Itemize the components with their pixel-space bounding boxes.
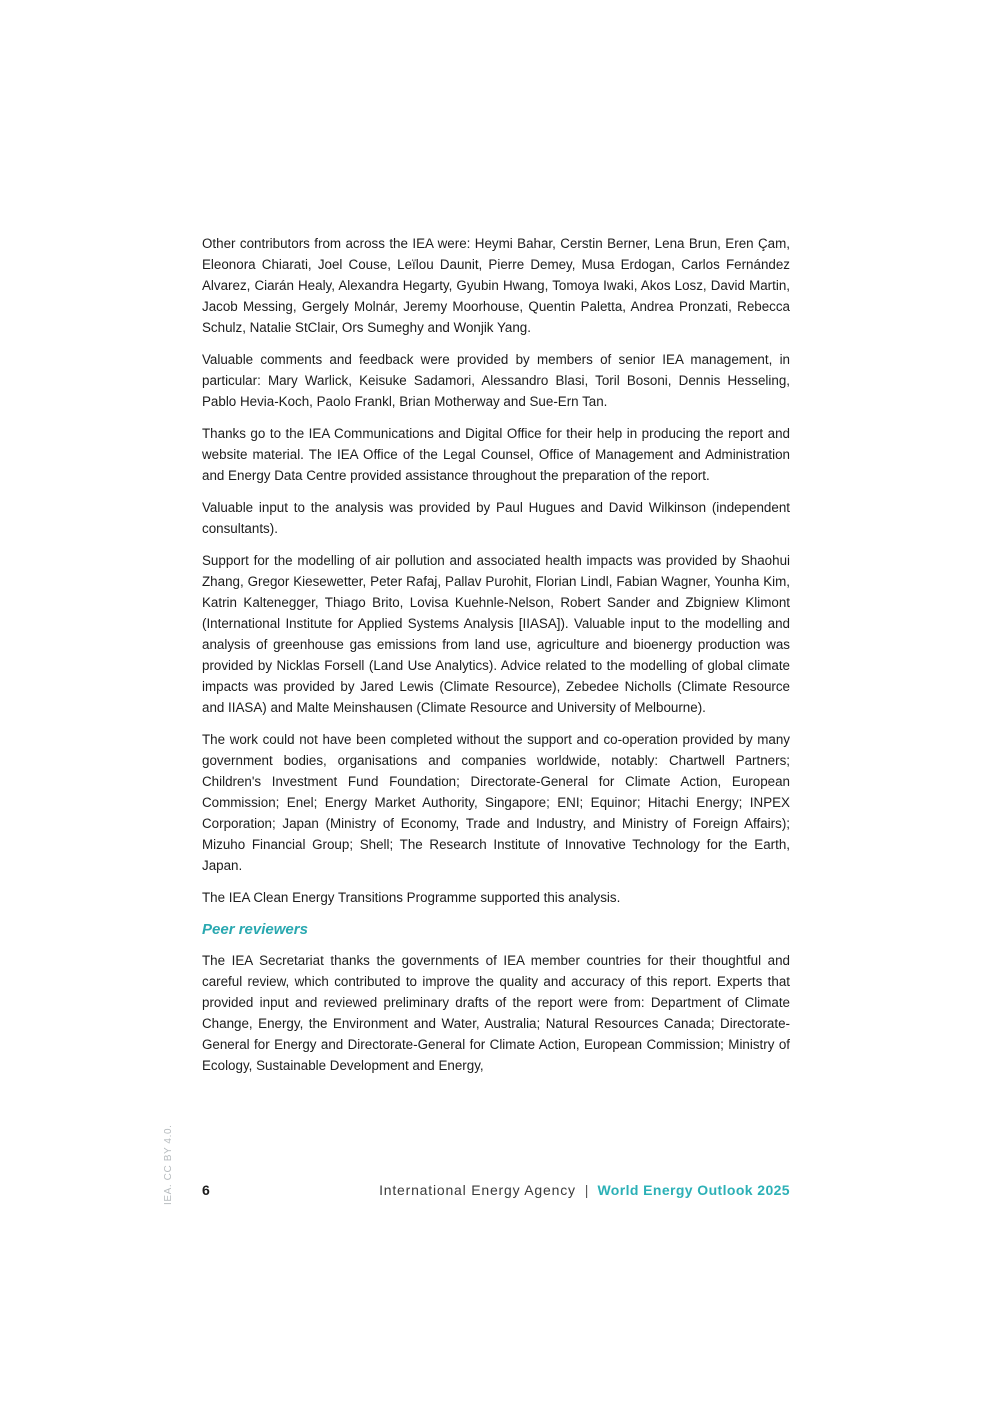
paragraph-organisation-support: The work could not have been completed without the support and co-operation provided by many government bodies, organisations and companies worldwide, notably: Chartwell Partners; Children's Investment Fund Foundation; Directorate-General for Climate Action, European Commission; Enel; Energy Market Authority, Singapore; ENI; Equinor; Hitachi Energy; INPEX Corporation; Japan (Ministry of Economy, Trade and Industry, and Ministry of Foreign Affairs); Mizuho Financial Group; Shell; The Research Institute of Innovative Technology for the Earth, Japan. bbox=[202, 732, 790, 873]
page-number: 6 bbox=[202, 1182, 210, 1198]
footer-running-title bbox=[379, 1182, 790, 1198]
paragraph-other-contributors: Other contributors from across the IEA were: Heymi Bahar, Cerstin Berner, Lena Brun, Eren Çam, Eleonora Chiarati, Joel Couse, Leïlou Daunit, Pierre Demey, Musa Erdogan, Carlos Fernández Alvarez, Ciarán Healy, Alexandra Hegarty, Gyubin Hwang, Tomoya Iwaki, Akos Losz, David Martin, Jacob Messing, Gergely Molnár, Jeremy Moorhouse, Quentin Paletta, Andrea Pronzati, Rebecca Schulz, Natalie StClair, Ors Sumeghy and Wonjik Yang. bbox=[202, 236, 790, 335]
paragraph-independent-consultants: Valuable input to the analysis was provided by Paul Hugues and David Wilkinson (independent consultants). bbox=[202, 500, 790, 536]
paragraph-clean-energy-programme: The IEA Clean Energy Transitions Programme supported this analysis. bbox=[202, 890, 621, 905]
acknowledgements-text-block bbox=[202, 233, 790, 1087]
paragraph-senior-management-feedback: Valuable comments and feedback were provided by members of senior IEA management, in particular: Mary Warlick, Keisuke Sadamori, Alessandro Blasi, Toril Bosoni, Dennis Hesseling, Pablo Hevia-Koch, Paolo Frankl, Brian Motherway and Sue-Ern Tan. bbox=[202, 352, 790, 409]
paragraph-peer-reviewers-intro: The IEA Secretariat thanks the governments of IEA member countries for their thoughtful and careful review, which contributed to improve the quality and accuracy of this report. Experts that provided input and reviewed preliminary drafts of the report were from: Department of Climate Change, Energy, the Environment and Water, Australia; Natural Resources Canada; Directorate-General for Energy and Directorate-General for Climate Action, European Commission; Ministry of Ecology, Sustainable Development and Energy, bbox=[202, 953, 790, 1073]
paragraph-modelling-support: Support for the modelling of air pollution and associated health impacts was provided by Shaohui Zhang, Gregor Kiesewetter, Peter Rafaj, Pallav Purohit, Florian Lindl, Fabian Wagner, Younha Kim, Katrin Kaltenegger, Thiago Brito, Lovisa Kuehnle-Nelson, Robert Sander and Zbigniew Klimont (International Institute for Applied Systems Analysis [IIASA]). Valuable input to the modelling and analysis of greenhouse gas emissions from land use, agriculture and bioenergy production was provided by Nicklas Forsell (Land Use Analytics). Advice related to the modelling of global climate impacts was provided by Jared Lewis (Climate Resource), Zebedee Nicholls (Climate Resource and IIASA) and Malte Meinshausen (Climate Resource and University of Melbourne). bbox=[202, 553, 790, 715]
footer-agency-name: International Energy Agency bbox=[379, 1182, 576, 1198]
page-footer bbox=[202, 1182, 790, 1198]
license-side-label: IEA. CC BY 4.0. bbox=[163, 1124, 174, 1205]
paragraph-communications-office-thanks: Thanks go to the IEA Communications and Digital Office for their help in producing the report and website material. The IEA Office of the Legal Counsel, Office of Management and Administration and Energy Data Centre provided assistance throughout the preparation of the report. bbox=[202, 426, 790, 483]
footer-report-title: World Energy Outlook 2025 bbox=[597, 1182, 790, 1198]
peer-reviewers-heading: Peer reviewers bbox=[202, 921, 308, 938]
footer-separator: | bbox=[584, 1182, 589, 1198]
